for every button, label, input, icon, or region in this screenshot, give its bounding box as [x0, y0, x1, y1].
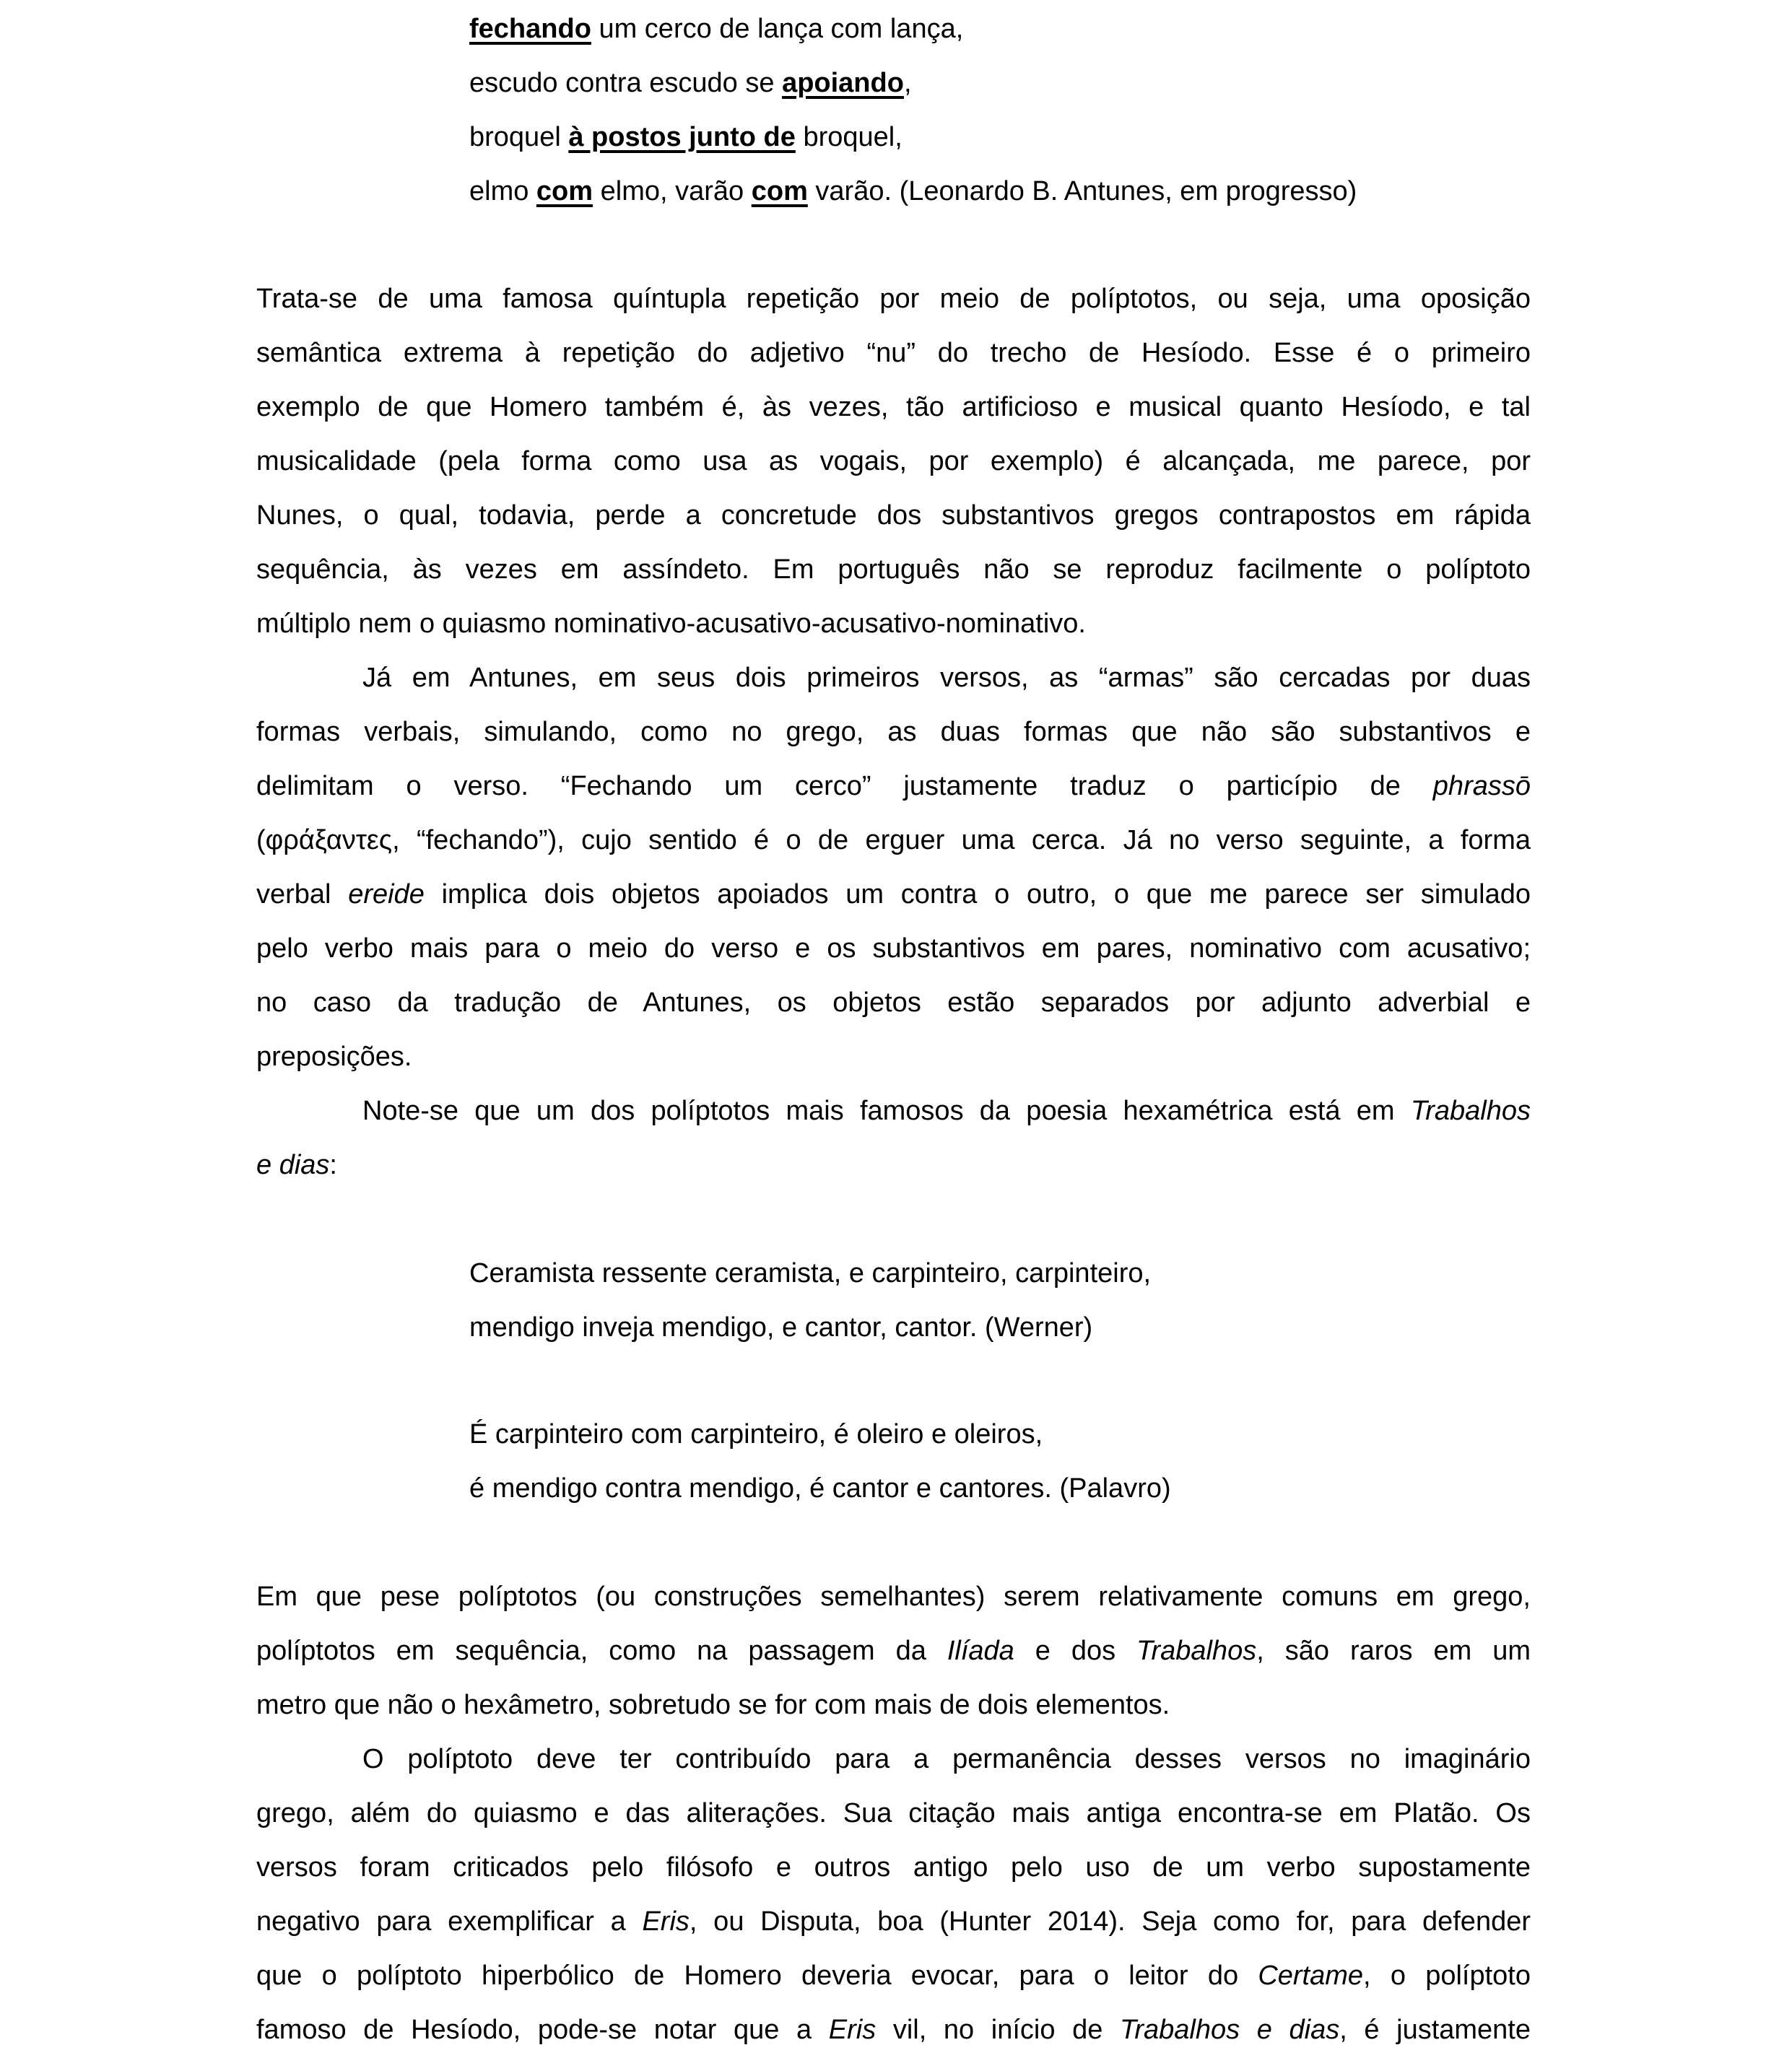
paragraph-line — [256, 1148, 337, 1182]
emphasis-word: com — [751, 176, 808, 206]
paragraph-line: metro que não o hexâmetro, sobretudo se for com mais de dois elementos. — [256, 1690, 1170, 1720]
paragraph-line: semântica extrema à repetição do adjetivo “nu” do trecho de Hesíodo. Esse é o primeiro — [256, 338, 1531, 368]
verse-line: é mendigo contra mendigo, é cantor e cantores. (Palavro) — [469, 1473, 1171, 1504]
paragraph-line — [256, 2013, 1531, 2047]
paragraph-line: no caso da tradução de Antunes, os objetos estão separados por adjunto adverbial e — [256, 987, 1531, 1018]
paragraph-line: múltiplo nem o quiasmo nominativo-acusativo-acusativo-nominativo. — [256, 609, 1086, 639]
italic-term: e dias — [256, 1150, 330, 1180]
text-run: verbal — [256, 879, 349, 910]
verse-text: varão. (Leonardo B. Antunes, em progresso) — [807, 176, 1357, 206]
verse-text: um cerco de lança com lança, — [591, 14, 964, 44]
paragraph-line: (φράξαντες, “fechando”), cujo sentido é o de erguer uma cerca. Já no verso seguinte, a forma — [256, 825, 1531, 855]
paragraph-line — [362, 1094, 1531, 1128]
text-run: , é justamente — [1339, 2015, 1531, 2045]
verse-line — [469, 120, 902, 154]
paragraph-line — [256, 1634, 1531, 1668]
verse-text: elmo, varão — [593, 176, 752, 206]
text-run: : — [329, 1150, 337, 1180]
verse-text: broquel, — [795, 122, 902, 152]
emphasis-word: apoiando — [782, 68, 904, 98]
paragraph-line: O políptoto deve ter contribuído para a permanência desses versos no imaginário — [362, 1744, 1531, 1774]
paragraph-line: Em que pese políptotos (ou construções semelhantes) serem relativamente comuns em grego, — [256, 1582, 1531, 1612]
verse-line — [469, 66, 912, 100]
text-run: negativo para exemplificar a — [256, 1906, 643, 1937]
emphasis-word: com — [536, 176, 593, 206]
paragraph-line: pelo verbo mais para o meio do verso e os substantivos em pares, nominativo com acusativo; — [256, 933, 1531, 964]
verse-text: elmo — [469, 176, 536, 206]
verse-text: broquel — [469, 122, 569, 152]
italic-term: Certame — [1258, 1961, 1364, 1991]
italic-term: ereide — [348, 879, 425, 910]
paragraph-line: exemplo de que Homero também é, às vezes, tão artificioso e musical quanto Hesíodo, e tal — [256, 392, 1531, 422]
paragraph-line — [256, 1958, 1531, 1993]
text-run: famoso de Hesíodo, pode-se notar que a — [256, 2015, 829, 2045]
paragraph-line: sequência, às vezes em assíndeto. Em português não se reproduz facilmente o políptoto — [256, 554, 1531, 585]
paragraph-line: musicalidade (pela forma como usa as vogais, por exemplo) é alcançada, me parece, por — [256, 446, 1531, 476]
text-run: que o políptoto hiperbólico de Homero deveria evocar, para o leitor do — [256, 1961, 1258, 1991]
paragraph-line: versos foram criticados pelo filósofo e outros antigo pelo uso de um verbo supostamente — [256, 1852, 1531, 1883]
paragraph-line — [256, 769, 1531, 803]
italic-term: Trabalhos e dias — [1119, 2015, 1340, 2045]
verse-text: escudo contra escudo se — [469, 68, 783, 98]
emphasis-word: à postos junto de — [568, 122, 796, 152]
text-run: delimitam o verso. “Fechando um cerco” justamente traduz o particípio de — [256, 771, 1433, 801]
text-run: , o políptoto — [1363, 1961, 1531, 1991]
paragraph-line: preposições. — [256, 1042, 412, 1072]
verse-line: Ceramista ressente ceramista, e carpinteiro, carpinteiro, — [469, 1258, 1152, 1289]
paragraph-line: Trata-se de uma famosa quíntupla repetição por meio de políptotos, ou seja, uma oposição — [256, 284, 1531, 314]
emphasis-word: fechando — [469, 14, 591, 44]
verse-line — [469, 12, 963, 46]
text-run: , são raros em um — [1256, 1636, 1531, 1666]
paragraph-line — [256, 877, 1531, 912]
text-run: Note-se que um dos políptotos mais famosos da poesia hexamétrica está em — [362, 1096, 1411, 1126]
text-run: implica dois objetos apoiados um contra o outro, o que me parece ser simulado — [424, 879, 1531, 910]
paragraph-line: grego, além do quiasmo e das aliterações. Sua citação mais antiga encontra-se em Platão. Os — [256, 1798, 1531, 1828]
paragraph-line — [256, 1904, 1531, 1939]
paragraph-line: formas verbais, simulando, como no grego, as duas formas que não são substantivos e — [256, 717, 1531, 747]
italic-term: Trabalhos — [1136, 1636, 1257, 1666]
text-run: e dos — [1014, 1636, 1137, 1666]
italic-term: phrassō — [1432, 771, 1531, 801]
text-run: , ou Disputa, boa (Hunter 2014). Seja como for, para defender — [689, 1906, 1531, 1937]
italic-term: Eris — [642, 1906, 690, 1937]
verse-line: mendigo inveja mendigo, e cantor, cantor. (Werner) — [469, 1312, 1093, 1343]
italic-term: Trabalhos — [1410, 1096, 1531, 1126]
verse-text: , — [903, 68, 912, 98]
verse-line: É carpinteiro com carpinteiro, é oleiro e oleiros, — [469, 1419, 1043, 1449]
italic-term: Ilíada — [947, 1636, 1014, 1666]
verse-line — [469, 174, 1357, 209]
paragraph-line: Já em Antunes, em seus dois primeiros versos, as “armas” são cercadas por duas — [362, 663, 1531, 693]
paragraph-line: Nunes, o qual, todavia, perde a concretude dos substantivos gregos contrapostos em rápida — [256, 500, 1531, 531]
text-run: vil, no início de — [876, 2015, 1120, 2045]
italic-term: Eris — [828, 2015, 877, 2045]
text-run: políptotos em sequência, como na passagem da — [256, 1636, 947, 1666]
